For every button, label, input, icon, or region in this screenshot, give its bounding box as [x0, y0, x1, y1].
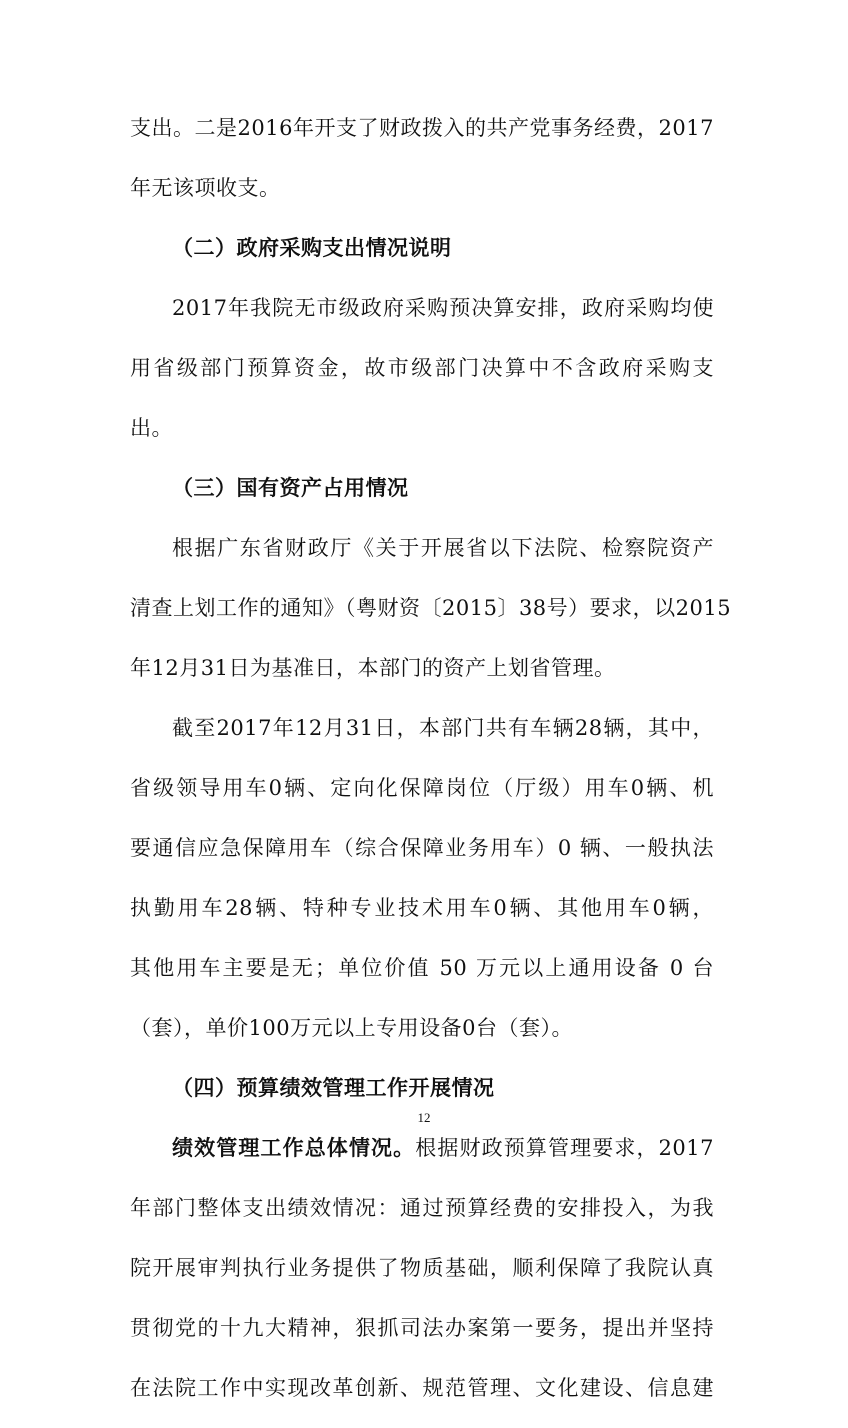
text-line: 执勤用车28辆、特种专业技术用车0辆、其他用车0辆，: [130, 896, 714, 920]
text-line: 贯彻党的十九大精神，狠抓司法办案第一要务，提出并坚持: [130, 1316, 714, 1340]
text-line: 院开展审判执行业务提供了物质基础，顺利保障了我院认真: [130, 1256, 714, 1280]
text-line: （套），单价100万元以上专用设备0台（套）。: [130, 1016, 573, 1040]
text-line: 年无该项收支。: [130, 176, 281, 200]
paragraph: [130, 108, 714, 208]
text-line: 年12月31日为基准日，本部门的资产上划省管理。: [130, 656, 616, 680]
text-line: 年部门整体支出绩效情况：通过预算经费的安排投入，为我: [130, 1196, 714, 1220]
text-line: 截至2017年12月31日，本部门共有车辆28辆，其中，: [172, 716, 714, 740]
text-line: 清查上划工作的通知》（粤财资〔2015〕38号）要求，以2015: [130, 596, 732, 620]
page-number: 12: [417, 1110, 431, 1125]
section-heading: （四）预算绩效管理工作开展情况: [172, 1076, 495, 1100]
paragraph: [130, 1128, 714, 1408]
text-line: 其他用车主要是无；单位价值 50 万元以上通用设备 0 台: [130, 956, 714, 980]
text-line: 根据广东省财政厅《关于开展省以下法院、检察院资产: [172, 536, 714, 560]
text-line: [130, 1128, 714, 1168]
bold-lead-text: 绩效管理工作总体情况。: [172, 1136, 416, 1160]
text-line: 2017年我院无市级政府采购预决算安排，政府采购均使: [172, 296, 714, 320]
paragraph: [130, 528, 732, 688]
text-line: 在法院工作中实现改革创新、规范管理、文化建设、信息建: [130, 1376, 714, 1400]
paragraph: [130, 288, 714, 448]
text-line: 省级领导用车0辆、定向化保障岗位（厅级）用车0辆、机: [130, 776, 714, 800]
paragraph: [130, 708, 714, 1048]
text-line: 用省级部门预算资金，故市级部门决算中不含政府采购支: [130, 356, 714, 380]
text-line: 出。: [130, 416, 173, 440]
text-line: 支出。二是2016年开支了财政拨入的共产党事务经费，2017: [130, 116, 714, 140]
section-heading: （二）政府采购支出情况说明: [172, 236, 452, 260]
text-span: 根据财政预算管理要求，2017: [415, 1136, 714, 1160]
document-body: [130, 108, 732, 1428]
section-heading: （三）国有资产占用情况: [172, 476, 409, 500]
text-line: 要通信应急保障用车（综合保障业务用车）0 辆、一般执法: [130, 836, 714, 860]
